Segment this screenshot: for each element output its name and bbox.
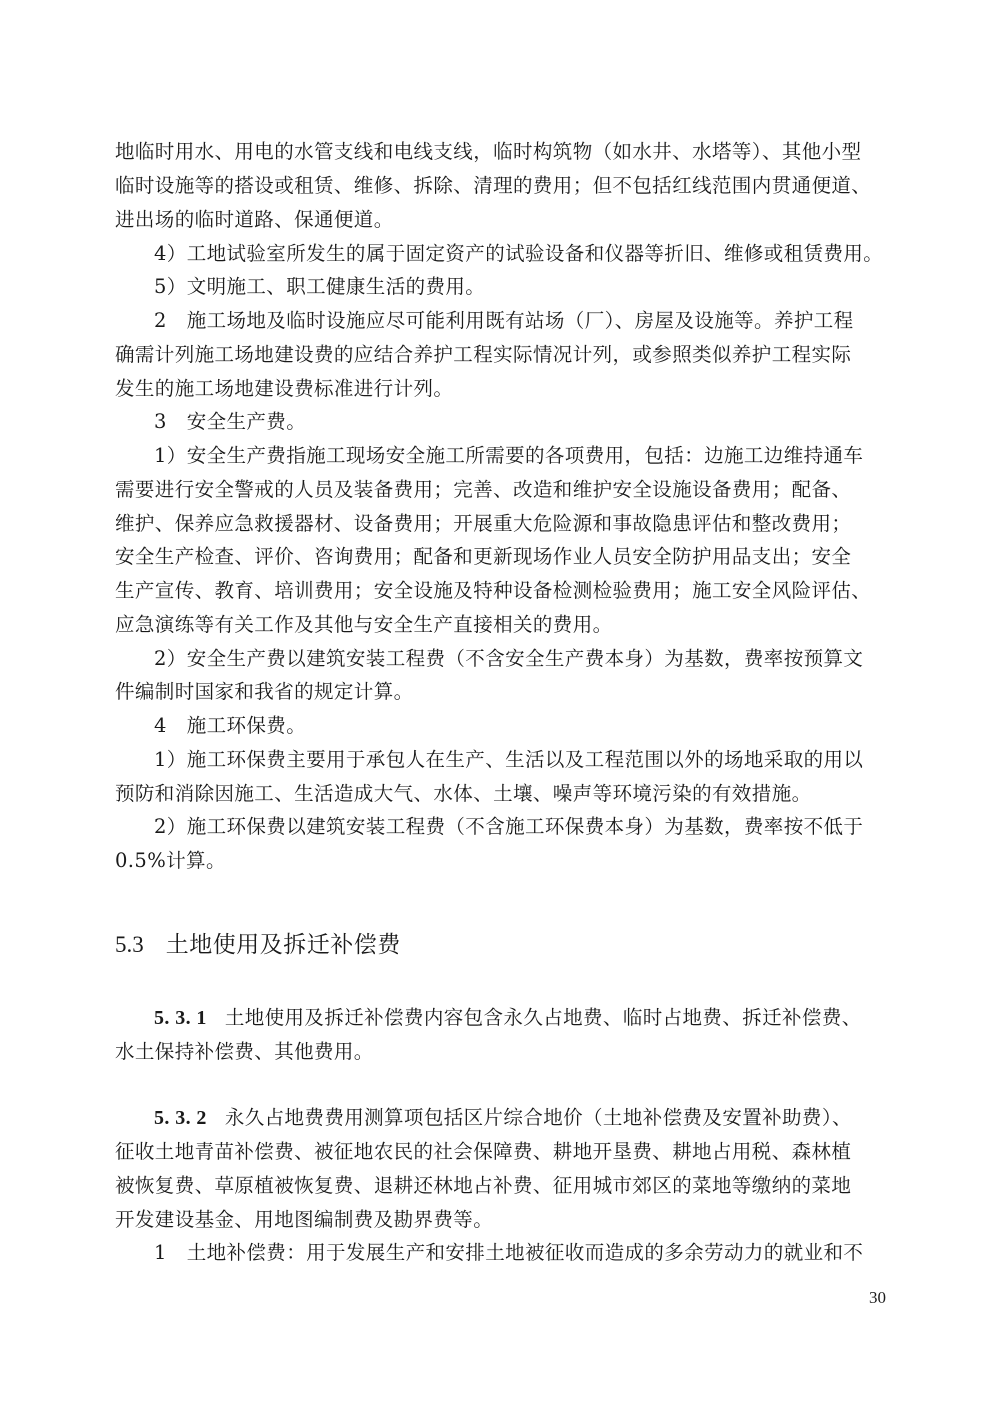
section-number: 5.3 bbox=[115, 932, 144, 957]
paragraph-line: 发生的施工场地建设费标准进行计列。 bbox=[115, 377, 454, 400]
section-title: 土地使用及拆迁补偿费 bbox=[165, 932, 401, 958]
paragraph-line: 1）安全生产费指施工现场安全施工所需要的各项费用，包括：边施工边维持通车 bbox=[154, 444, 864, 467]
paragraph-line: 0.5%计算。 bbox=[115, 849, 226, 872]
paragraph-line: 进出场的临时道路、保通便道。 bbox=[115, 208, 394, 231]
paragraph-line: 维护、保养应急救援器材、设备费用；开展重大危险源和事故隐患评估和整改费用； bbox=[115, 512, 852, 535]
clause-number: 5. 3. 1 bbox=[154, 1007, 207, 1029]
paragraph-line: 安全生产检查、评价、咨询费用；配备和更新现场作业人员安全防护用品支出；安全 bbox=[115, 545, 852, 568]
paragraph-line: 临时设施等的搭设或租赁、维修、拆除、清理的费用；但不包括红线范围内贯通便道、 bbox=[115, 174, 872, 197]
paragraph-line: 4 施工环保费。 bbox=[154, 714, 307, 737]
section-heading bbox=[115, 924, 401, 964]
clause-text: 土地使用及拆迁补偿费内容包含永久占地费、临时占地费、拆迁补偿费、 bbox=[224, 1006, 862, 1029]
clause-text: 永久占地费费用测算项包括区片综合地价（土地补偿费及安置补助费）、 bbox=[224, 1106, 852, 1129]
paragraph-line: 2 施工场地及临时设施应尽可能利用既有站场（厂）、房屋及设施等。养护工程 bbox=[154, 309, 854, 332]
paragraph-line: 被恢复费、草原植被恢复费、退耕还林地占补费、征用城市郊区的菜地等缴纳的菜地 bbox=[115, 1174, 852, 1197]
paragraph-line: 件编制时国家和我省的规定计算。 bbox=[115, 680, 414, 703]
paragraph-line: 生产宣传、教育、培训费用；安全设施及特种设备检测检验费用；施工安全风险评估、 bbox=[115, 579, 872, 602]
paragraph-line: 水土保持补偿费、其他费用。 bbox=[115, 1040, 374, 1063]
clause-number: 5. 3. 2 bbox=[154, 1107, 207, 1129]
paragraph-line: 确需计列施工场地建设费的应结合养护工程实际情况计列，或参照类似养护工程实际 bbox=[115, 343, 852, 366]
clause-5-3-1-line bbox=[154, 1001, 884, 1035]
paragraph-line: 征收土地青苗补偿费、被征地农民的社会保障费、耕地开垦费、耕地占用税、森林植 bbox=[115, 1140, 852, 1163]
paragraph-line: 1 土地补偿费：用于发展生产和安排土地被征收而造成的多余劳动力的就业和不 bbox=[154, 1241, 864, 1264]
paragraph-line: 地临时用水、用电的水管支线和电线支线，临时构筑物（如水井、水塔等）、其他小型 bbox=[115, 140, 862, 163]
paragraph-line: 3 安全生产费。 bbox=[154, 410, 307, 433]
paragraph-line: 需要进行安全警戒的人员及装备费用；完善、改造和维护安全设施设备费用；配备、 bbox=[115, 478, 852, 501]
paragraph-line: 4）工地试验室所发生的属于固定资产的试验设备和仪器等折旧、维修或租赁费用。 bbox=[154, 242, 884, 265]
paragraph-line: 预防和消除因施工、生活造成大气、水体、土壤、噪声等环境污染的有效措施。 bbox=[115, 782, 812, 805]
paragraph-line: 1）施工环保费主要用于承包人在生产、生活以及工程范围以外的场地采取的用以 bbox=[154, 748, 864, 771]
paragraph-line: 应急演练等有关工作及其他与安全生产直接相关的费用。 bbox=[115, 613, 613, 636]
paragraph-line: 5）文明施工、职工健康生活的费用。 bbox=[154, 275, 486, 298]
paragraph-line: 开发建设基金、用地图编制费及勘界费等。 bbox=[115, 1208, 494, 1231]
paragraph-line: 2）安全生产费以建筑安装工程费（不含安全生产费本身）为基数，费率按预算文 bbox=[154, 647, 864, 670]
clause-5-3-2-line bbox=[154, 1101, 884, 1135]
paragraph-line: 2）施工环保费以建筑安装工程费（不含施工环保费本身）为基数，费率按不低于 bbox=[154, 815, 864, 838]
page-number: 30 bbox=[869, 1288, 886, 1307]
